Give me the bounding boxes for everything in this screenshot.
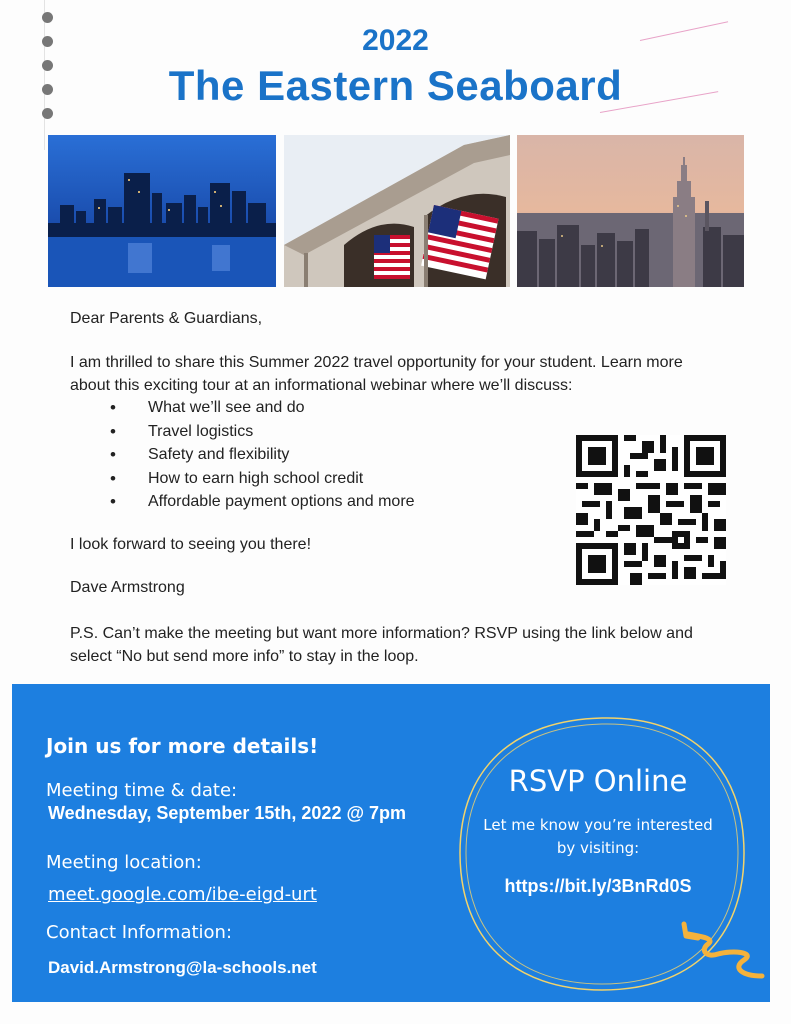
details-heading: Join us for more details! (46, 734, 319, 758)
flyer-title: The Eastern Seaboard (168, 62, 623, 109)
qr-code-icon[interactable] (576, 435, 726, 585)
list-item: • Safety and flexibility (110, 443, 510, 467)
rsvp-subtitle: Let me know you’re interested by visiting: (483, 816, 713, 857)
meeting-time-label: Meeting time & date: (46, 780, 238, 801)
list-item: • Travel logistics (110, 420, 510, 444)
discussion-topics-list (110, 396, 510, 514)
letter-signature: Dave Armstrong (70, 579, 185, 596)
meeting-time-value: Wednesday, September 15th, 2022 @ 7pm (48, 803, 407, 823)
rsvp-title: RSVP Online (508, 764, 688, 798)
letter-greeting: Dear Parents & Guardians, (70, 310, 263, 327)
rsvp-link[interactable]: https://bit.ly/3BnRd0S (504, 876, 692, 896)
meeting-location-label: Meeting location: (46, 852, 202, 873)
letter-closing: I look forward to seeing you there! (70, 536, 312, 553)
letter-postscript: P.S. Can’t make the meeting but want more information? RSVP using the link below and select “No but send more info” to stay in the loop. (70, 625, 693, 665)
flyer-year: 2022 (362, 24, 429, 57)
event-details-panel (12, 684, 770, 1002)
union-station-flags-photo (284, 135, 510, 287)
list-item: • Affordable payment options and more (110, 490, 510, 514)
letter-intro: I am thrilled to share this Summer 2022 travel opportunity for your student. Learn more about this exciting tour at an informational webinar where we’ll discuss: (70, 354, 683, 394)
list-item: • What we’ll see and do (110, 396, 510, 420)
boston-skyline-photo (48, 135, 276, 287)
contact-email[interactable]: David.Armstrong@la-schools.net (48, 958, 317, 977)
new-york-skyline-photo (517, 135, 744, 287)
list-item: • How to earn high school credit (110, 467, 510, 491)
squiggle-arrow-icon (662, 914, 772, 984)
meeting-link[interactable]: meet.google.com/ibe-eigd-urt (48, 884, 317, 905)
contact-label: Contact Information: (46, 922, 233, 943)
